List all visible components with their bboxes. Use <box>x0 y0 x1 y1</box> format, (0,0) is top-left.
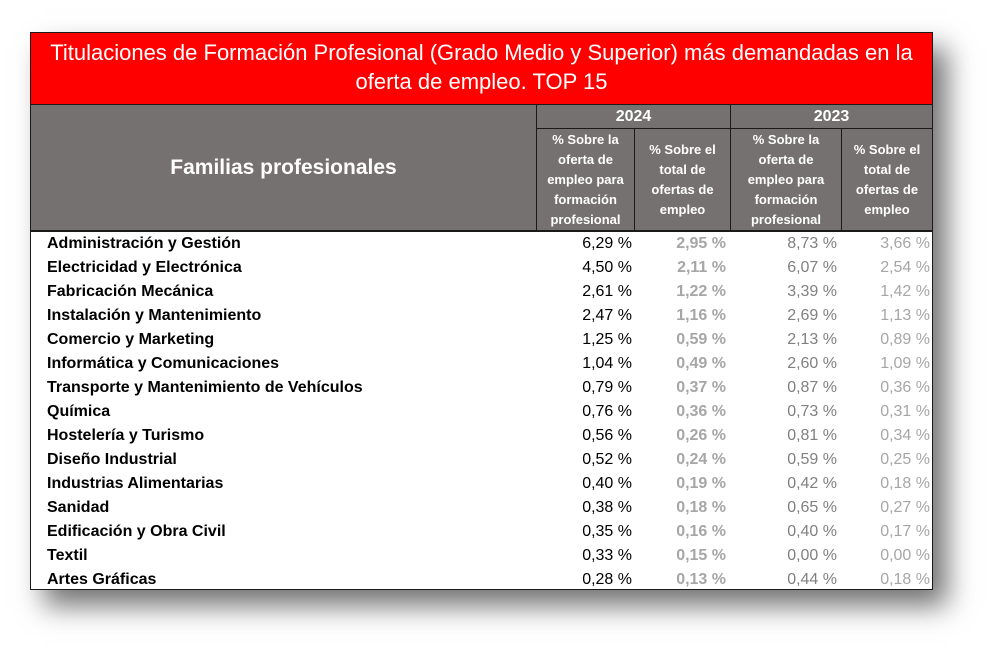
value-2023-total: 0,18 % <box>880 475 930 492</box>
table-row <box>31 328 932 352</box>
families-header: Familias profesionales <box>170 156 397 179</box>
value-2023-fp: 0,81 % <box>787 427 837 444</box>
family-name: Textil <box>47 547 88 564</box>
subheader-2023-fp: % Sobre la oferta de empleo para formación profesional <box>747 132 825 227</box>
value-2024-total: 0,59 % <box>676 331 726 348</box>
value-2023-fp: 3,39 % <box>787 283 837 300</box>
value-2024-fp: 0,28 % <box>582 571 632 588</box>
family-name: Industrias Alimentarias <box>47 475 224 492</box>
value-2023-total: 0,25 % <box>880 451 930 468</box>
family-name: Electricidad y Electrónica <box>47 259 242 276</box>
value-2024-total: 1,16 % <box>676 307 726 324</box>
value-2023-total: 0,18 % <box>880 571 930 588</box>
value-2024-fp: 0,38 % <box>582 499 632 516</box>
table-title: Titulaciones de Formación Profesional (Grado Medio y Superior) más demandadas en la oferta de empleo. TOP 15 <box>31 33 932 105</box>
value-2024-fp: 0,76 % <box>582 403 632 420</box>
value-2024-fp: 0,79 % <box>582 379 632 396</box>
value-2023-fp: 0,87 % <box>787 379 837 396</box>
value-2023-fp: 8,73 % <box>787 235 837 252</box>
table-row <box>31 472 932 496</box>
subheader-2023-total: % Sobre el total de ofertas de empleo <box>853 142 921 217</box>
table-row <box>31 280 932 304</box>
table-row <box>31 496 932 520</box>
value-2023-fp: 2,13 % <box>787 331 837 348</box>
subheader-2024-total: % Sobre el total de ofertas de empleo <box>649 142 716 217</box>
value-2023-fp: 0,42 % <box>787 475 837 492</box>
table-row <box>31 400 932 424</box>
value-2023-fp: 0,44 % <box>787 571 837 588</box>
family-name: Química <box>47 403 111 420</box>
value-2024-total: 0,15 % <box>676 547 726 564</box>
table-row <box>31 256 932 280</box>
value-2023-fp: 2,60 % <box>787 355 837 372</box>
value-2023-total: 0,17 % <box>880 523 930 540</box>
value-2023-fp: 0,59 % <box>787 451 837 468</box>
family-name: Informática y Comunicaciones <box>47 355 280 372</box>
value-2023-total: 0,89 % <box>880 331 930 348</box>
value-2024-total: 1,22 % <box>676 283 726 300</box>
family-name: Administración y Gestión <box>47 235 241 252</box>
value-2023-total: 0,31 % <box>880 403 930 420</box>
year-2023-header: 2023 <box>731 105 932 129</box>
value-2023-total: 1,42 % <box>880 283 930 300</box>
table-row <box>31 568 932 592</box>
table-row <box>31 376 932 400</box>
value-2024-total: 0,19 % <box>676 475 726 492</box>
value-2024-fp: 4,50 % <box>582 259 632 276</box>
value-2024-fp: 0,33 % <box>582 547 632 564</box>
family-name: Sanidad <box>47 499 110 516</box>
value-2023-total: 0,34 % <box>880 427 930 444</box>
value-2024-fp: 1,25 % <box>582 331 632 348</box>
table-row <box>31 544 932 568</box>
family-name: Transporte y Mantenimiento de Vehículos <box>47 379 363 396</box>
family-name: Instalación y Mantenimiento <box>47 307 262 324</box>
value-2023-total: 1,13 % <box>880 307 930 324</box>
value-2024-total: 0,26 % <box>676 427 726 444</box>
value-2024-fp: 2,47 % <box>582 307 632 324</box>
value-2024-fp: 0,40 % <box>582 475 632 492</box>
table-row <box>31 352 932 376</box>
value-2023-total: 1,09 % <box>880 355 930 372</box>
value-2024-fp: 2,61 % <box>582 283 632 300</box>
family-name: Diseño Industrial <box>47 451 177 468</box>
value-2024-fp: 1,04 % <box>582 355 632 372</box>
value-2024-total: 0,16 % <box>676 523 726 540</box>
table-row <box>31 448 932 472</box>
table-row <box>31 232 932 256</box>
value-2023-total: 3,66 % <box>880 235 930 252</box>
value-2023-fp: 6,07 % <box>787 259 837 276</box>
subheader-2024-fp: % Sobre la oferta de empleo para formación profesional <box>547 132 624 227</box>
value-2024-total: 0,37 % <box>676 379 726 396</box>
value-2023-total: 0,00 % <box>880 547 930 564</box>
family-name: Artes Gráficas <box>47 571 157 588</box>
value-2023-fp: 0,40 % <box>787 523 837 540</box>
value-2023-fp: 0,65 % <box>787 499 837 516</box>
table-row <box>31 424 932 448</box>
value-2024-fp: 0,56 % <box>582 427 632 444</box>
table-header <box>31 105 932 231</box>
year-2024-header: 2024 <box>537 105 730 129</box>
family-name: Hostelería y Turismo <box>47 427 205 444</box>
family-name: Fabricación Mecánica <box>47 283 214 300</box>
value-2024-total: 2,95 % <box>676 235 726 252</box>
value-2024-total: 0,24 % <box>676 451 726 468</box>
value-2023-fp: 0,00 % <box>787 547 837 564</box>
value-2024-fp: 0,35 % <box>582 523 632 540</box>
value-2023-total: 0,27 % <box>880 499 930 516</box>
value-2023-fp: 0,73 % <box>787 403 837 420</box>
family-name: Comercio y Marketing <box>47 331 215 348</box>
value-2023-total: 0,36 % <box>880 379 930 396</box>
value-2024-total: 0,13 % <box>676 571 726 588</box>
value-2024-total: 2,11 % <box>677 259 726 276</box>
table-row <box>31 304 932 328</box>
table-card <box>30 32 933 590</box>
table-row <box>31 520 932 544</box>
value-2024-total: 0,49 % <box>676 355 726 372</box>
value-2024-fp: 0,52 % <box>582 451 632 468</box>
family-name: Edificación y Obra Civil <box>47 523 226 540</box>
value-2023-total: 2,54 % <box>880 259 930 276</box>
value-2024-fp: 6,29 % <box>582 235 632 252</box>
value-2023-fp: 2,69 % <box>787 307 837 324</box>
value-2024-total: 0,36 % <box>676 403 726 420</box>
value-2024-total: 0,18 % <box>676 499 726 516</box>
table-body <box>31 232 932 592</box>
